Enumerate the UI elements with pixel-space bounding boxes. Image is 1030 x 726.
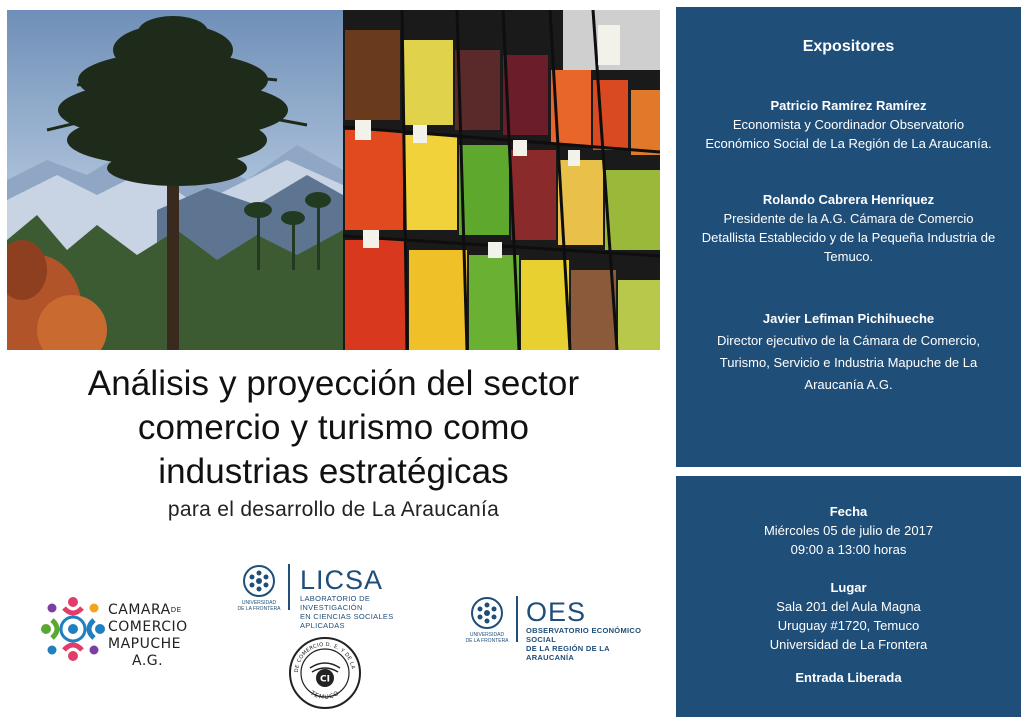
title-line-1: Análisis y proyección del sector (87, 364, 580, 403)
fruit-market-photo (343, 10, 660, 350)
place-heading: Lugar (830, 580, 867, 595)
speaker-role: Presidente de la A.G. Cámara de Comercio (723, 211, 974, 226)
speaker-role: Economista y Coordinador Observatorio (732, 117, 965, 132)
speakers-heading: Expositores (802, 38, 895, 55)
licsa-logo (236, 562, 431, 630)
event-panel (676, 476, 1021, 717)
place-line: Universidad de La Frontera (769, 637, 928, 652)
camara-name (108, 602, 188, 670)
speaker-role: Araucanía A.G. (804, 377, 893, 392)
camara-line-2: COMERCIO (108, 619, 188, 635)
title-line-3: industrias estratégicas (158, 452, 509, 491)
oes-logo (464, 594, 659, 662)
university-emblem-icon (239, 564, 279, 598)
camara-de: DE (170, 606, 182, 614)
mapuche-people-icon (40, 596, 106, 662)
licsa-uni-line-1: UNIVERSIDAD (241, 600, 277, 606)
oes-uni-line-1: UNIVERSIDAD (469, 632, 505, 638)
licsa-divider (288, 564, 290, 610)
speaker-name: Rolando Cabrera Henriquez (762, 192, 935, 207)
chamber-seal-logo (288, 636, 362, 710)
oes-sub-1: OBSERVATORIO ECONÓMICO SOCIAL (526, 626, 642, 644)
place-line: Uruguay #1720, Temuco (777, 618, 920, 633)
speaker-role: Temuco. (823, 249, 874, 264)
speaker-1 (676, 96, 1021, 153)
speaker-2 (676, 190, 1021, 266)
title-block (7, 362, 660, 524)
oes-divider (516, 596, 518, 642)
speaker-role: Detallista Establecido y de la Pequeña Industria de (701, 230, 996, 245)
licsa-sub-2: EN CIENCIAS SOCIALES APLICADAS (300, 612, 394, 630)
licsa-text (300, 566, 431, 630)
subtitle: para el desarrollo de La Araucanía (167, 498, 500, 521)
seal-emblem-icon (288, 636, 362, 710)
event-date: Miércoles 05 de julio de 2017 (763, 523, 934, 538)
araucaria-tree-photo (7, 10, 343, 350)
speakers-panel (676, 7, 1021, 467)
place-line: Sala 201 del Aula Magna (776, 599, 921, 614)
oes-sub-2: DE LA REGIÓN DE LA ARAUCANÍA (526, 644, 610, 662)
licsa-uni-line-2: DE LA FRONTERA (237, 606, 281, 612)
licsa-name: LICSA (300, 565, 384, 595)
oes-name: OES (526, 597, 587, 627)
title-line-2: comercio y turismo como (137, 408, 530, 447)
camara-line-1: CAMARA (108, 602, 171, 618)
oes-university-caption (464, 632, 510, 644)
speaker-role: Turismo, Servicio e Industria Mapuche de La (719, 355, 978, 370)
entry-note: Entrada Liberada (795, 670, 902, 685)
oes-uni-line-2: DE LA FRONTERA (465, 638, 509, 644)
place-section (676, 578, 1021, 654)
seal-bottom-text: TEMUCO (309, 689, 341, 702)
speaker-role: Económico Social de La Región de La Araucanía. (705, 136, 992, 151)
licsa-sub-1: LABORATORIO DE INVESTIGACIÓN (300, 594, 371, 612)
camara-mapuche-logo (40, 596, 200, 669)
speaker-name: Javier Lefiman Pichihueche (762, 311, 935, 326)
speaker-role: Director ejecutivo de la Cámara de Comercio, (717, 333, 980, 348)
seal-top-text: DE COMERCIO D. E. Y DE LA (293, 641, 356, 673)
seal-center-text: CI (320, 674, 330, 685)
speaker-3 (676, 308, 1021, 396)
event-time: 09:00 a 13:00 horas (790, 542, 907, 557)
camara-line-3: MAPUCHE (108, 636, 181, 652)
university-emblem-icon (467, 596, 507, 630)
date-section (676, 502, 1021, 559)
date-heading: Fecha (829, 504, 868, 519)
oes-text (526, 598, 659, 662)
speaker-name: Patricio Ramírez Ramírez (770, 98, 927, 113)
licsa-university-caption (236, 600, 282, 612)
camara-line-4: A.G. (132, 653, 164, 669)
